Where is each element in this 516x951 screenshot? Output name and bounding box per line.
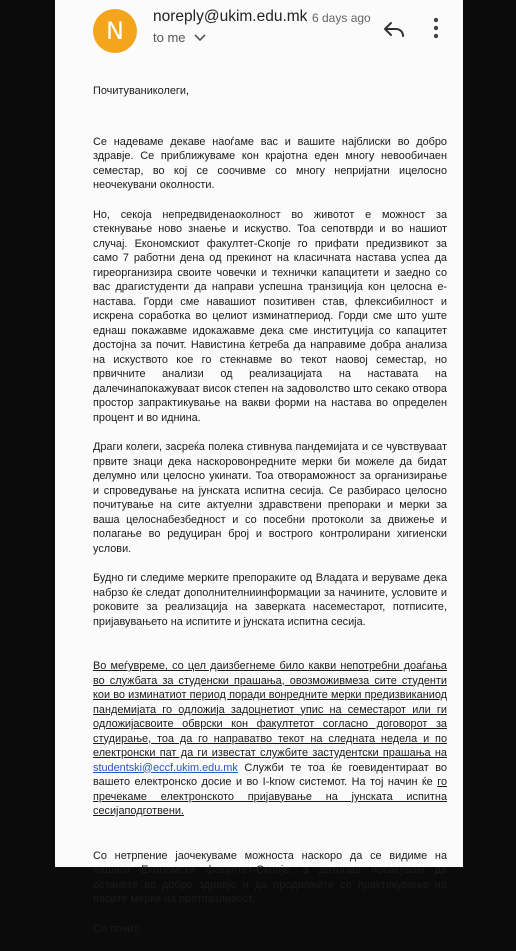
email-view bbox=[55, 0, 463, 935]
paragraph-5-tail: го пречекаме електронското пријавување на јунската испитна сесијаподготвени. bbox=[93, 776, 448, 817]
sender-address[interactable]: noreply@ukim.edu.mk bbox=[153, 8, 308, 25]
greeting: Почитуваниколеги, bbox=[93, 85, 189, 97]
paragraph-3: Драги колеги, засреќа полека стивнува пандемијата и се чувствуваат првите знаци дека наскоровонредните мерки би можеле да бидат делумно или целосно укинати. Тоа отвораможност за организирање и спроведување на јунската испитна сесија. Се разбирасо целосно почитување на сите актуелни здравствени препораки и мерки за ваша целоснабезбедност и со посебни протоколи за движење и полагање во редуциран број и вострого контролирани хигиенски услови. bbox=[93, 441, 447, 555]
paragraph-5-plain: Служби те тоа ќе гоевидентираат во вашето електронско досие и во I-know системот. На тој начин ќе bbox=[93, 761, 447, 788]
reply-icon[interactable] bbox=[382, 17, 406, 41]
chevron-down-icon[interactable] bbox=[193, 31, 207, 45]
paragraph-4: Будно ги следиме мерките препораките од Владата и веруваме дека набрзо ќе следат дополнителниинформации за начините, условите и роковите за реализација на заверката насеместарот, потписите, пријавувањето на испитите и јунската испитна сесија. bbox=[93, 572, 447, 628]
paragraph-6: Со нетрпение јаочекуваме можноста наскоро да се видиме на нашиот Економски факултет-Скопје, а дотогаш посакувам да останете во добро здравје и да продолжите со практикување на насите мерки на претпазливост. bbox=[93, 849, 447, 905]
sent-time: 6 days ago bbox=[312, 11, 371, 25]
email-header bbox=[55, 0, 463, 60]
paragraph-2: Но, секоја непредвиденаоколност во животот е можност за стекнување ново знаење и искуство. Тоа сепотврди и во нашиот случај. Економскиот факултет-Скопје го прифати предизвикот за само 7 работни дена од прекинот на класичната настава успеа да гиреорганизира своите човечки и технички капацитети и заедно со вас драгистуденти да направи успешна транзиција кон целосна е-настава. Горди сме навашиот позитивен став, флексибилност и искрена соработка во целиот изминатпериод. Горди сме што уште еднаш покажавме идокажавме дека сме институција со капацитет достојна за почит. Навистина ќетреба да направиме добра анализа на искуството кое го стекнавме во текот наовој семестар, но првичните анализи од реализацијата на наставата на далечинапокажуваат висок степен на задоволство што секако отвора простор запрактикување на вакви форми на настава во определен процент и во иднина. bbox=[93, 208, 447, 424]
student-services-email-link[interactable]: studentski@eccf.ukim.edu.mk bbox=[93, 761, 238, 774]
avatar-letter: N bbox=[106, 17, 124, 45]
email-body bbox=[93, 84, 447, 951]
more-vert-icon[interactable] bbox=[427, 15, 445, 41]
sender-avatar[interactable] bbox=[93, 9, 137, 53]
paragraph-5-underlined: Во меѓувреме, со цел даизбегнеме било какви непотребни доаѓања во службата за студенски прашања, овозможивмеза сите студенти кои во изминатиот период поради вонредните мерки предизвиканиод пандемијата го одложија задоцнетиот упис на семестарот или ги одложијасвоите обврски кон факултетот согласно договорот за студирање, тоа да го направатво текот на следната недела и по електронски пат да ги известат службите застудентски прашања на bbox=[93, 660, 447, 759]
paragraph-5 bbox=[93, 659, 447, 819]
closing: Со почит, bbox=[93, 922, 141, 935]
paragraph-1: Се надеваме декаве наоѓаме вас и вашите најблиски во добро здравје. Се приближуваме кон крајотна еден многу невообичаен семестар, во кој се соочивме со многу непријатни ицелосно неочекувани околности. bbox=[93, 135, 447, 191]
recipient-label[interactable]: to me bbox=[153, 30, 186, 45]
